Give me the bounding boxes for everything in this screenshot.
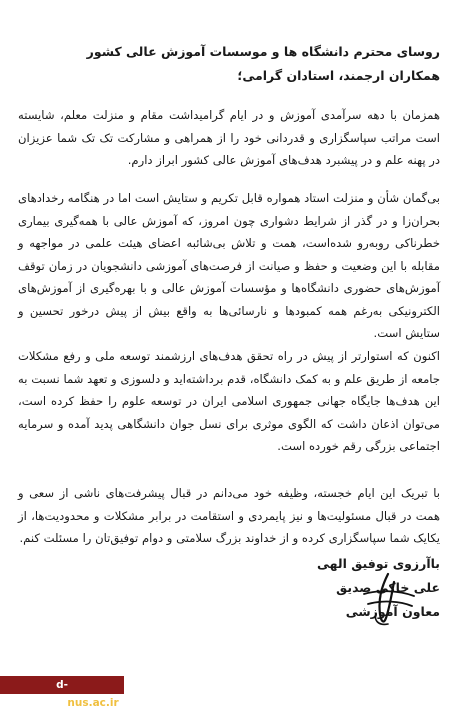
- site-url-prefix: d-boroujerd.: [5, 679, 68, 709]
- salutation-line-2: همکاران ارجمند، استادان گرامی؛: [237, 68, 440, 83]
- handwritten-signature: [318, 568, 428, 628]
- paragraph-4: با تبریک این ایام خجسته، وظیفه خود می‌دانم در قبال پیشرفت‌های ناشی از سعی و همت در قبال مسئولیت‌ها و نیز پایمردی و استقامت در برابر مشکلات و محدودیت‌ها، از یکایک شما سپاسگزاری کرده و از خداوند بزرگ سلامتی و دوام توفیق‌تان را مسئلت کنم.: [18, 486, 440, 545]
- site-url-badge[interactable]: [0, 676, 124, 709]
- paragraph-3: اکنون که استوارتر از پیش در راه تحقق هدف‌های ارزشمند توسعه ملی و رفع مشکلات جامعه از طریق علم و به کمک دانشگاه، قدم برداشته‌اید و دلسوزی و تعهد شما نسبت به این هدف‌ها جایگاه جهانی جمهوری اسلامی ایران در توسعه علوم را حفظ کرده است، می‌توان اذعان داشت که الگوی موثری برای نسل جوان دانشگاهی پدید آمده و سرمایه اجتماعی بزرگی رقم خورده است.: [18, 349, 440, 453]
- paragraph-1: همزمان با دهه سرآمدی آموزش و در ایام گرامیداشت مقام و منزلت معلم، شایسته است مراتب سپاسگزاری و قدردانی خود را از همراهی و مشارکت تک تک شما عزیزان در پهنه علم و در پیشبرد هدف‌های آموزش عالی کشور ابراز دارم.: [18, 108, 440, 167]
- salutation: [20, 40, 440, 88]
- signer-name: علی خاکی صدیق: [336, 580, 440, 595]
- closing-line: باآرزوی توفیق الهی: [317, 556, 440, 571]
- paragraph-2: بی‌گمان شأن و منزلت استاد همواره قابل تکریم و ستایش است اما در هنگامه رخدادهای بحران‌زا و در گذر از شرایط دشواری چون امروز، که آموزش عالی با همه‌گیری بیماری خطرناکی روبه‌رو شده‌است، همت و تلاش بی‌شائبه اعضای هیئت علمی در مواجهه و مقابله با این وضعیت و حفظ و صیانت از فرصت‌های آموزشی دانشجویان در زمان توقف آموزش‌های حضوری دانشگاه‌ها و مؤسسات آموزش عالی و با بهره‌گیری از آموزش‌های الکترونیکی به‌رغم همه کمبودها و نارسائی‌ها به واقع بیش از پیش درخور تحسین و ستایش است.: [18, 191, 440, 340]
- site-url-suffix: nus.ac.ir: [67, 697, 119, 709]
- salutation-line-1: روسای محترم دانشگاه ها و موسسات آموزش عالی کشور: [86, 44, 440, 59]
- signer-title: معاون آموزشی: [345, 604, 440, 619]
